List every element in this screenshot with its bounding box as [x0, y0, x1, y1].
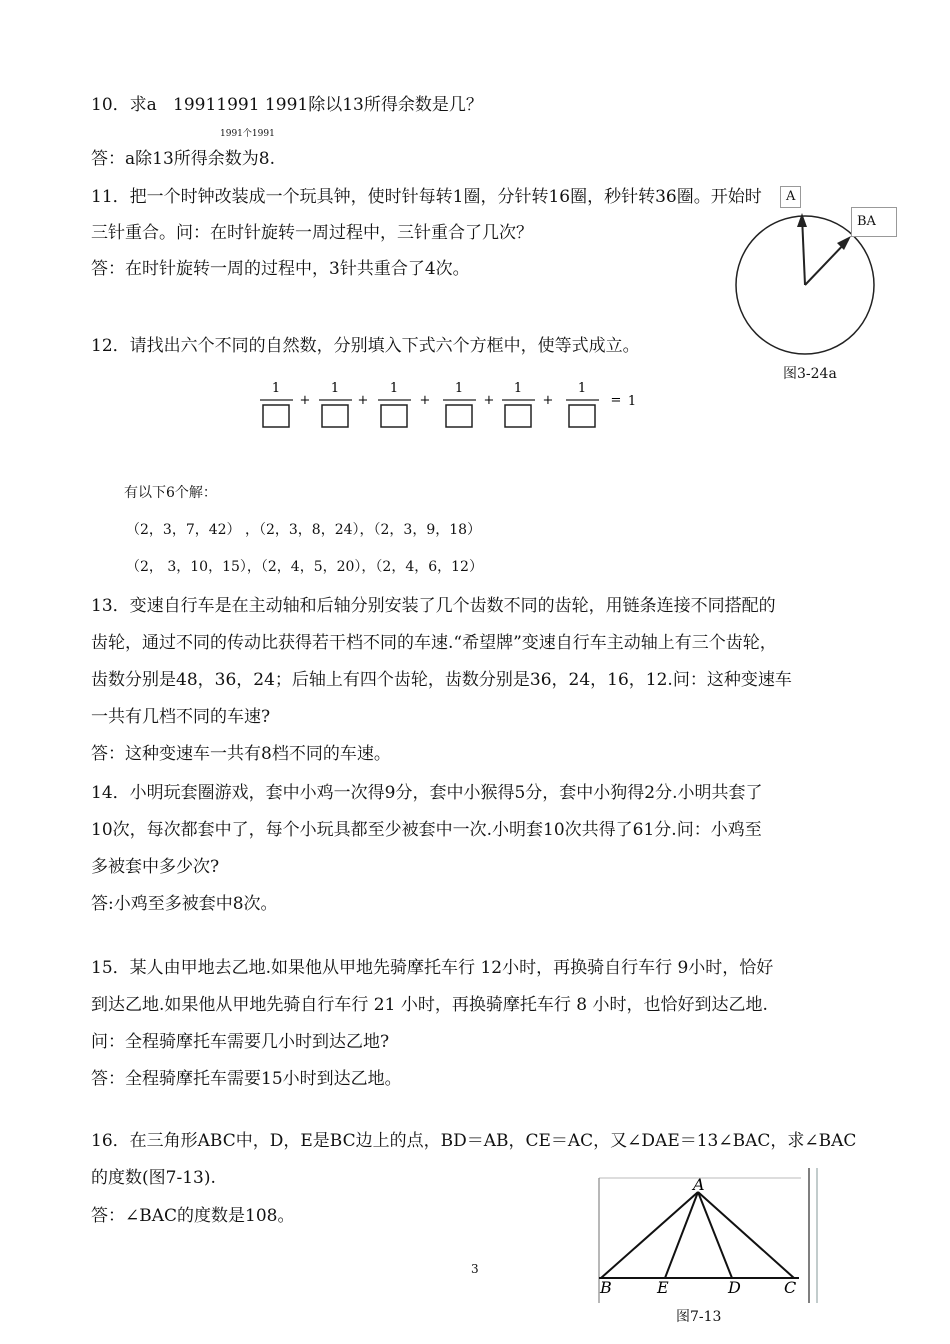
hand-a-arrow [797, 213, 807, 227]
q12-solutions-intro: 有以下6个解： [124, 485, 217, 501]
plus-5: + [542, 393, 554, 408]
frac5-numerator: 1 [513, 381, 523, 396]
plus-3: + [419, 393, 431, 408]
vertex-e-label: E [657, 1278, 669, 1297]
q16-answer: 答：∠BAC的度数是108。 [91, 1206, 295, 1226]
frac2-numerator: 1 [330, 381, 340, 396]
frac4-numerator: 1 [454, 381, 464, 396]
frac3-numerator: 1 [389, 381, 399, 396]
frac1-numerator: 1 [271, 381, 281, 396]
q13-answer: 答：这种变速车一共有8档不同的车速。 [91, 744, 391, 764]
q12-solutions-line2: （2， 3，10，15），（2，4，5，20），（2，4，6，12） [126, 559, 483, 575]
page-number: 3 [471, 1262, 479, 1276]
segment-ab [601, 1192, 698, 1278]
q15-answer: 答：全程骑摩托车需要15小时到达乙地。 [91, 1069, 402, 1089]
q13-line2: 齿轮，通过不同的传动比获得若干档不同的车速.“希望牌”变速自行车主动轴上有三个齿轮， [91, 633, 777, 653]
q10-answer: 答：a除13所得余数为8. [91, 149, 275, 169]
q10-line1 [91, 94, 483, 116]
answer-box-3 [381, 405, 407, 427]
answer-box-1 [263, 405, 289, 427]
answer-box-4 [446, 405, 472, 427]
q12-solutions-line1: （2，3，7，42） ，（2，3，8，24），（2，3，9，18） [126, 522, 482, 538]
plus-1: + [299, 393, 311, 408]
q11-line2: 三针重合。问：在时针旋转一周过程中，三针重合了几次？ [91, 223, 533, 243]
triangle-figure [586, 1168, 826, 1308]
q12-line1: 12．请找出六个不同的自然数，分别填入下式六个方框中，使等式成立。 [91, 336, 640, 356]
q16-line2: 的度数(图7-13). [91, 1168, 216, 1188]
answer-box-5 [505, 405, 531, 427]
vertex-a-label: A [693, 1175, 705, 1194]
plus-4: + [483, 393, 495, 408]
segment-ad [698, 1192, 732, 1278]
q16-line1: 16．在三角形ABC中，D，E是BC边上的点，BD＝AB，CE＝AC，又∠DAE＝13∠BAC，求∠BAC [91, 1131, 857, 1151]
answer-box-6 [569, 405, 595, 427]
vertex-b-label: B [600, 1278, 612, 1297]
q10-number: 19911991 1991除以13所得余数是几？ [173, 95, 483, 115]
plus-2: + [357, 393, 369, 408]
q15-line2: 到达乙地.如果他从甲地先骑自行车行 21 小时，再换骑摩托车行 8 小时，也恰好到达乙地. [91, 995, 768, 1015]
q10-underbrace-label: 1991个1991 [220, 129, 275, 139]
segment-ac [698, 1192, 794, 1278]
answer-box-2 [322, 405, 348, 427]
q14-line1: 14．小明玩套圈游戏，套中小鸡一次得9分，套中小猴得5分，套中小狗得2分.小明共套了 [91, 783, 763, 803]
segment-ae [665, 1192, 698, 1278]
q15-line3: 问：全程骑摩托车需要几小时到达乙地? [91, 1032, 390, 1052]
clock-label-ba: BA [851, 207, 897, 237]
vertex-d-label: D [728, 1278, 741, 1297]
q13-line1: 13．变速自行车是在主动轴和后轴分别安装了几个齿数不同的齿轮，用链条连接不同搭配的 [91, 596, 776, 616]
q14-line2: 10次，每次都套中了，每个小玩具都至少被套中一次.小明套10次共得了61分.问：小鸡至 [91, 820, 762, 840]
q15-line1: 15．某人由甲地去乙地.如果他从甲地先骑摩托车行 12小时，再换骑自行车行 9小时，恰好 [91, 958, 774, 978]
clock-caption: 图3-24a [783, 366, 837, 382]
q11-answer: 答：在时针旋转一周的过程中，3针共重合了4次。 [91, 259, 470, 279]
clock-label-a: A [780, 186, 801, 208]
frac6-numerator: 1 [577, 381, 587, 396]
triangle-caption: 图7-13 [676, 1309, 722, 1325]
fraction-equation [255, 378, 655, 438]
equation-result: 1 [627, 394, 637, 409]
q13-line3: 齿数分别是48，36，24；后轴上有四个齿轮，齿数分别是36，24，16，12.问：这种变速车 [91, 670, 792, 690]
q13-line4: 一共有几档不同的车速? [91, 707, 271, 727]
q14-answer: 答:小鸡至多被套中8次。 [91, 894, 278, 914]
vertex-c-label: C [784, 1278, 797, 1297]
q14-line3: 多被套中多少次? [91, 857, 220, 877]
q11-line1: 11．把一个时钟改装成一个玩具钟，使时针每转1圈，分针转16圈，秒针转36圈。开始时 [91, 187, 762, 207]
q10-prefix: 10．求a [91, 95, 157, 115]
equals-sign: = [610, 393, 622, 408]
